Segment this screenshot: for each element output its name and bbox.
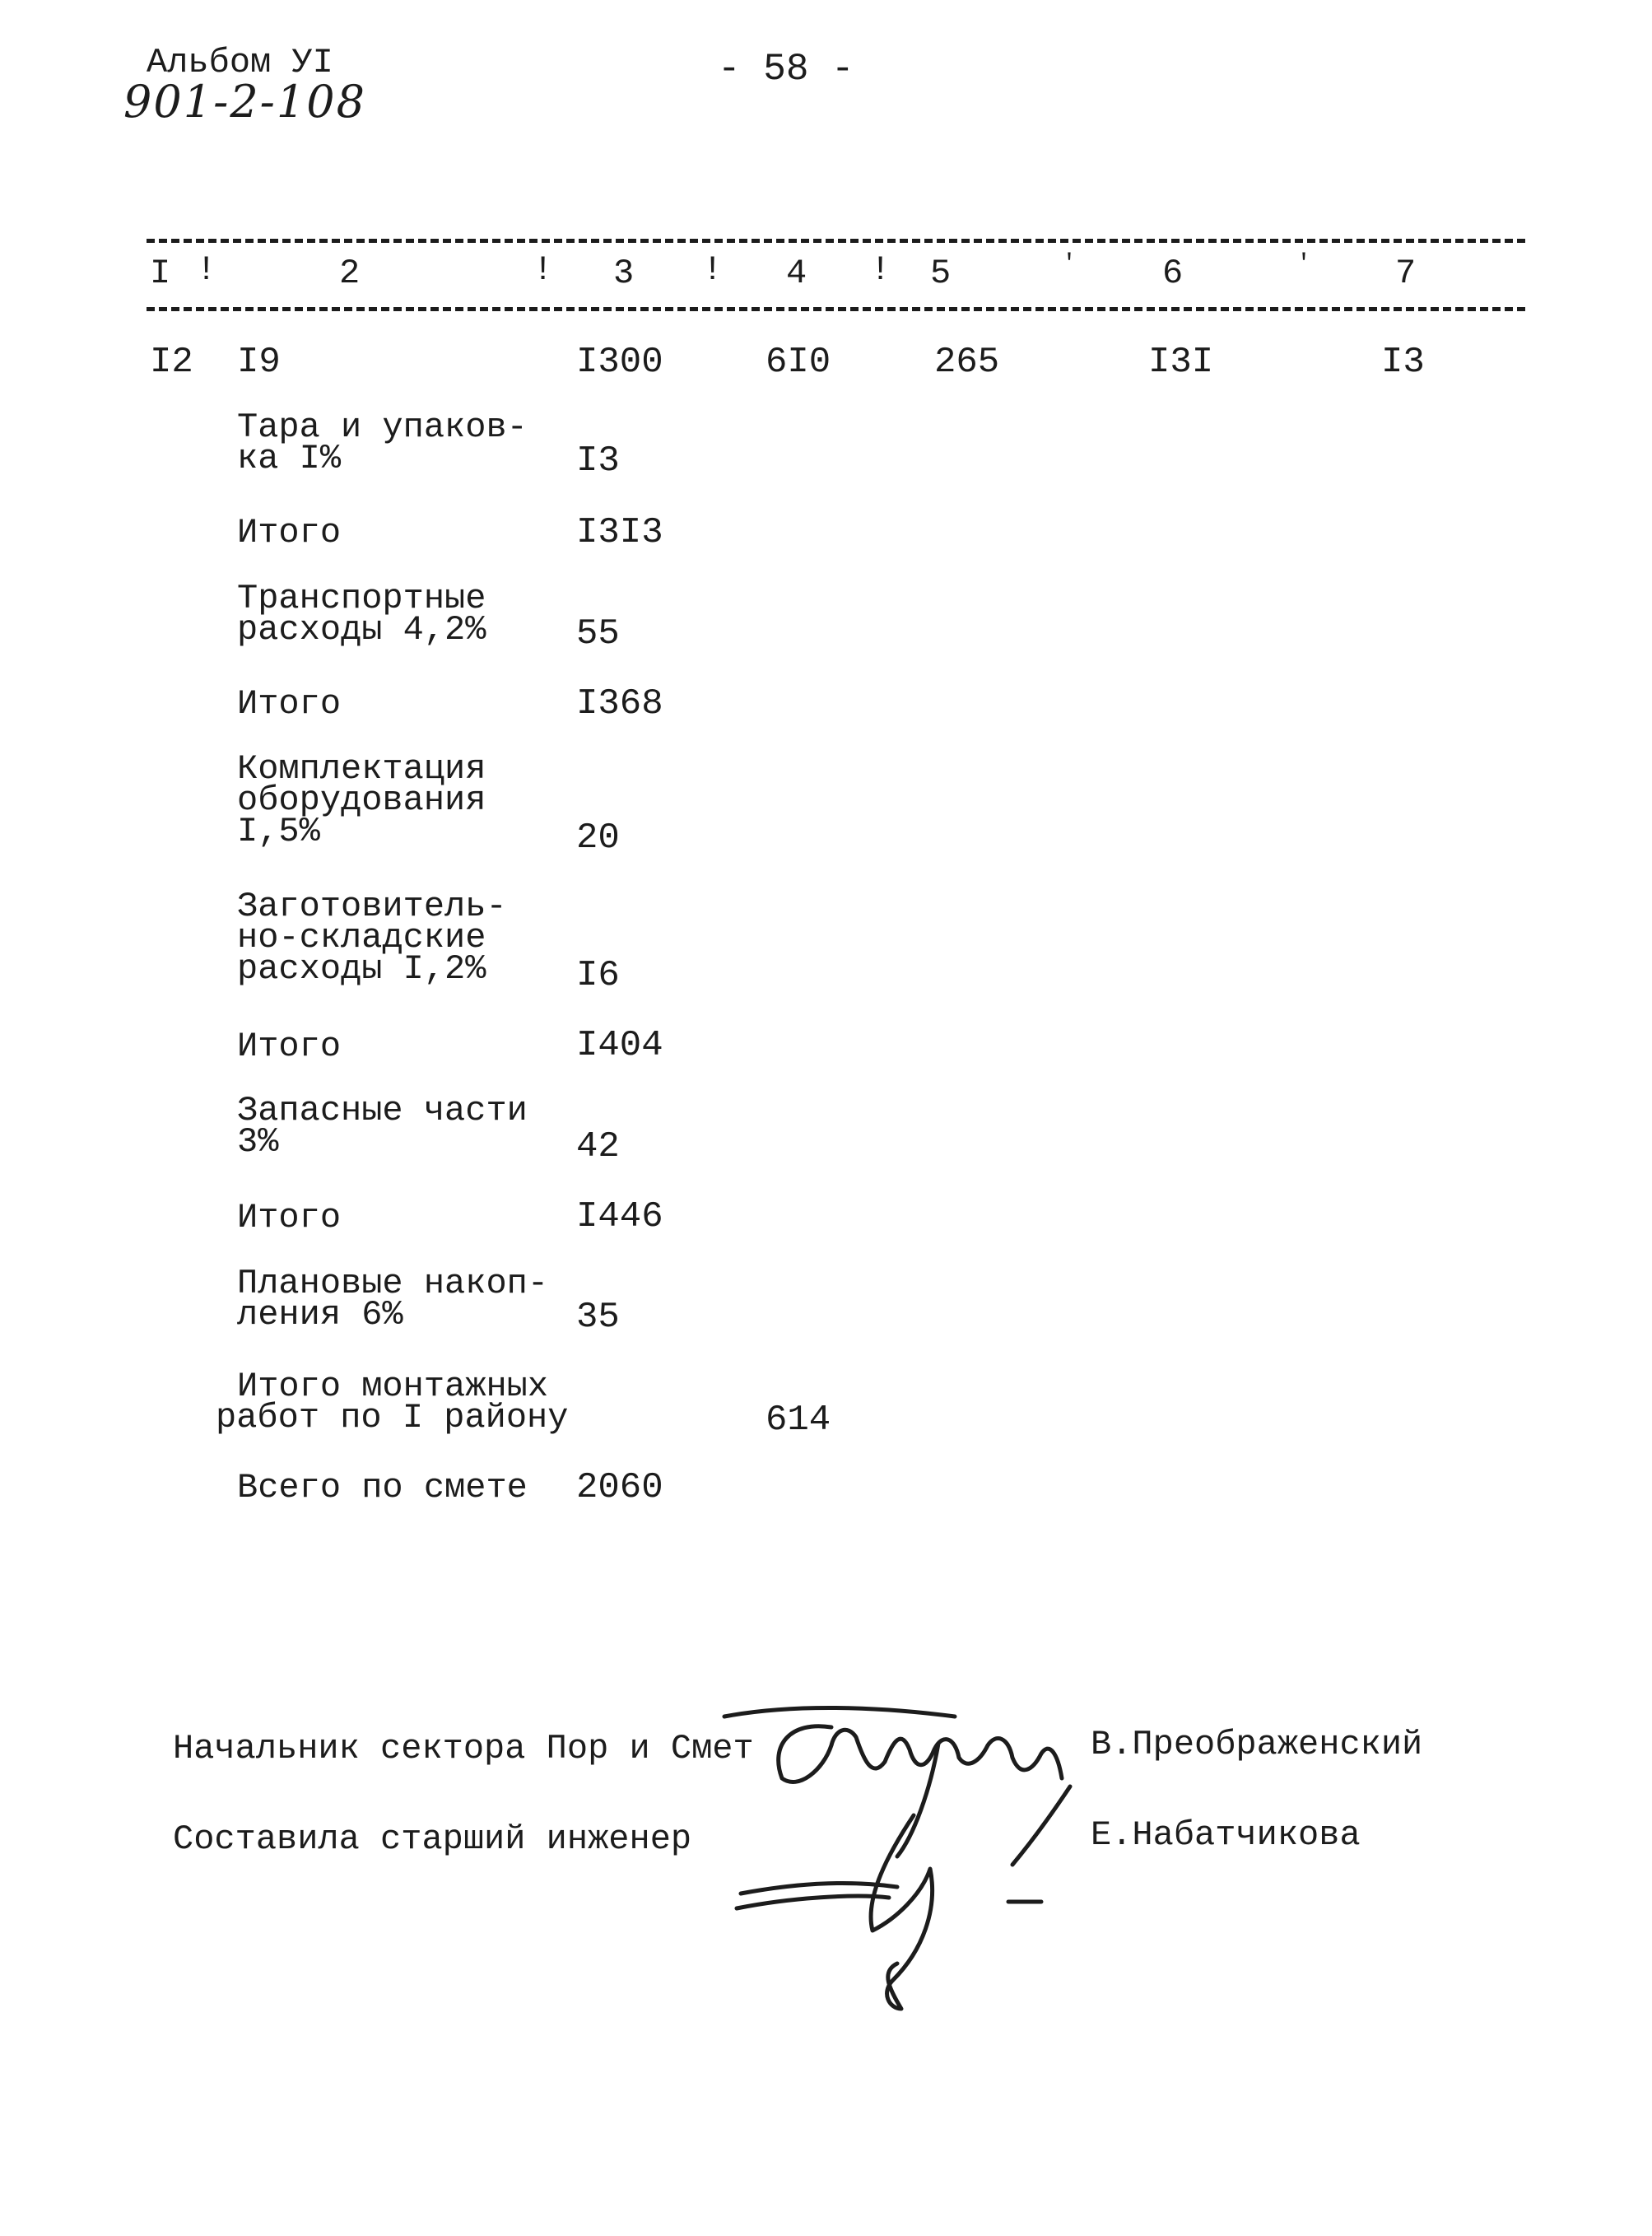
handwritten-project-code: 901-2-108: [123, 76, 366, 128]
cell-col-5: 265: [934, 342, 1000, 383]
page-number: - 58 -: [718, 48, 854, 91]
item-label: Транспортные расходы 4,2%: [237, 579, 486, 650]
column-separator: ': [1296, 250, 1312, 278]
column-header-7: 7: [1395, 254, 1417, 293]
signer-position-1: Начальник сектора Пор и Смет: [173, 1729, 754, 1768]
column-separator: !: [196, 250, 217, 290]
item-label: Запасные части 3%: [237, 1091, 528, 1162]
cell-col-3: I300: [576, 342, 663, 383]
row-number: I2: [150, 342, 193, 383]
column-separator: ': [1062, 250, 1077, 278]
grand-total-value: 2060: [576, 1467, 663, 1508]
column-header-6: 6: [1162, 254, 1184, 293]
item-value: I446: [576, 1196, 663, 1237]
column-header-4: 4: [786, 254, 807, 293]
item-value: I404: [576, 1025, 663, 1066]
grand-total-label: Всего по смете: [237, 1468, 528, 1507]
column-separator: !: [533, 250, 554, 290]
column-header-1: I: [150, 254, 171, 293]
item-value: I368: [576, 683, 663, 724]
item-value: 20: [576, 818, 620, 859]
cell-col-6: I3I: [1148, 342, 1214, 383]
signer-name-2: Е.Набатчикова: [1091, 1815, 1361, 1855]
cell-col-7: I3: [1381, 342, 1425, 383]
signer-position-2: Составила старший инженер: [173, 1819, 692, 1859]
item-label: Итого: [237, 684, 342, 724]
item-value: 42: [576, 1126, 620, 1167]
item-value: I6: [576, 955, 620, 996]
column-separator: !: [870, 250, 891, 290]
item-value: I3I3: [576, 512, 663, 553]
signer-name-1: В.Преображенский: [1091, 1725, 1423, 1764]
column-header-2: 2: [339, 254, 361, 293]
column-header-5: 5: [930, 254, 952, 293]
item-label: Итого: [237, 1198, 342, 1237]
montage-total-value: 614: [766, 1400, 831, 1441]
album-label: Альбом УI: [147, 43, 333, 82]
column-separator: !: [702, 250, 724, 290]
item-label: Заготовитель- но-складские расходы I,2%: [237, 887, 507, 989]
item-label: Итого: [237, 1027, 342, 1066]
item-value: 55: [576, 613, 620, 654]
column-header-3: 3: [613, 254, 635, 293]
item-label: Итого: [237, 513, 342, 552]
item-value: 35: [576, 1297, 620, 1338]
item-label: Комплектация оборудования I,5%: [237, 749, 486, 851]
item-label: Плановые накоп- ления 6%: [237, 1264, 549, 1335]
cell-col-2: I9: [237, 342, 281, 383]
montage-total-label: Итого монтажных работ по I району: [216, 1367, 569, 1437]
item-label: Тара и упаков- ка I%: [237, 408, 528, 478]
item-value: I3: [576, 440, 620, 482]
cell-col-4: 6I0: [766, 342, 831, 383]
